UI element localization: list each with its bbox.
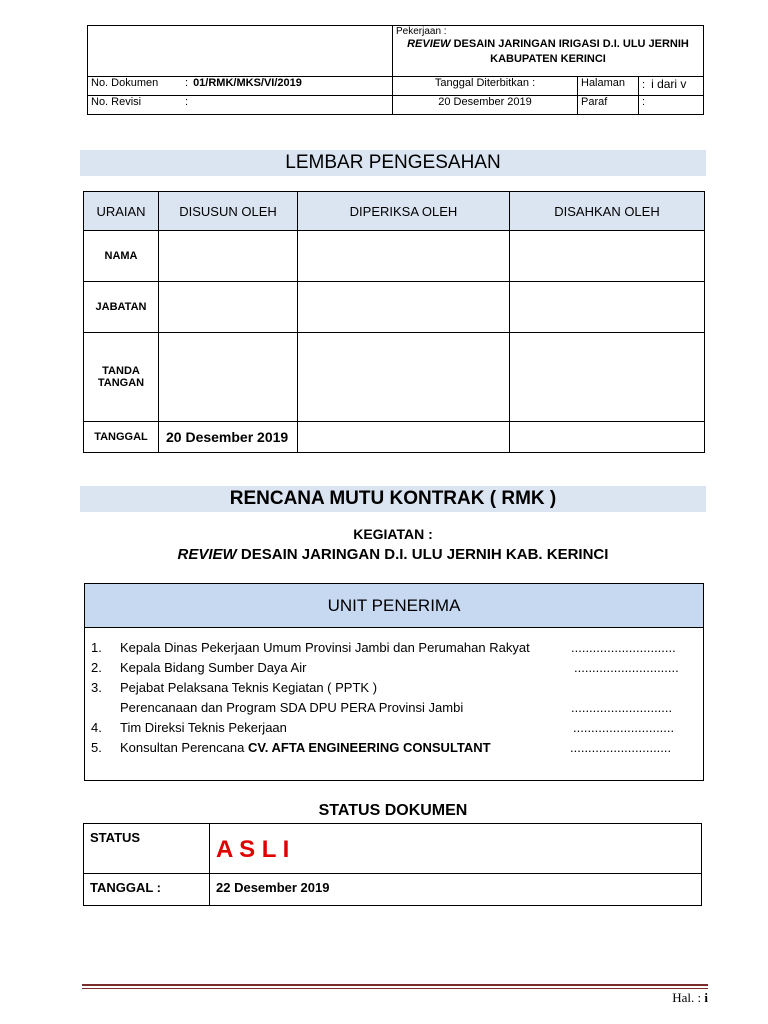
unit-penerima-box [84, 583, 704, 781]
status-value: A S L I [210, 824, 702, 874]
list-item: 2. Kepala Bidang Sumber Daya Air ............................. [91, 660, 679, 675]
tanggal-disusun: 20 Desember 2019 [159, 422, 298, 453]
logo-cell [88, 26, 393, 77]
status-tanggal-value: 22 Desember 2019 [210, 874, 702, 906]
footer-line-thin [82, 988, 708, 989]
col-uraian: URAIAN [84, 192, 159, 231]
hal-value: i [704, 990, 708, 1005]
pekerjaan-label: Pekerjaan : [396, 26, 447, 37]
list-item: 3. Pejabat Pelaksana Teknis Kegiatan ( PPTK ) [91, 680, 378, 695]
row-nama: NAMA [84, 231, 159, 282]
kegiatan-title [80, 546, 706, 563]
status-label: STATUS [84, 824, 210, 874]
paraf-cell: : [639, 96, 704, 115]
unit-penerima-title: UNIT PENERIMA [85, 584, 703, 628]
rmk-title: RENCANA MUTU KONTRAK ( RMK ) [80, 486, 706, 512]
pengesahan-title: LEMBAR PENGESAHAN [80, 150, 706, 176]
halaman-cell: : i dari v [639, 77, 704, 96]
col-diperiksa: DIPERIKSA OLEH [298, 192, 510, 231]
no-dokumen-label: No. Dokumen [88, 77, 183, 96]
no-revisi-label: No. Revisi [88, 96, 183, 115]
col-disahkan: DISAHKAN OLEH [510, 192, 705, 231]
kegiatan-italic: REVIEW [177, 546, 237, 563]
col-disusun: DISUSUN OLEH [159, 192, 298, 231]
tanggal-label: Tanggal Diterbitkan : [393, 77, 578, 96]
row-tanda-tangan: TANDA TANGAN [84, 333, 159, 422]
list-item: 1. Kepala Dinas Pekerjaan Umum Provinsi Jambi dan Perumahan Rakyat ............................. [91, 640, 676, 655]
unit-penerima-list [85, 628, 703, 760]
title-italic: REVIEW [407, 38, 451, 50]
kegiatan-label: KEGIATAN : [353, 526, 433, 542]
list-item: Perencanaan dan Program SDA DPU PERA Provinsi Jambi ............................ [120, 700, 673, 715]
title-rest: DESAIN JARINGAN IRIGASI D.I. ULU JERNIH [453, 38, 689, 50]
row-tanggal: TANGGAL [84, 422, 159, 453]
list-item: 4. Tim Direksi Teknis Pekerjaan ............................ [91, 720, 675, 735]
halaman-value: i dari v [651, 77, 687, 91]
no-dokumen-value: 01/RMK/MKS/VI/2019 [193, 77, 302, 89]
hal-label: Hal. : [672, 990, 702, 1005]
pengesahan-table [83, 191, 705, 453]
row-jabatan: JABATAN [84, 282, 159, 333]
footer-line [82, 984, 708, 986]
status-tanggal-label: TANGGAL : [84, 874, 210, 906]
no-revisi-cell: : [182, 96, 393, 115]
title-line2: KABUPATEN KERINCI [490, 53, 606, 65]
pekerjaan-cell [393, 26, 704, 77]
status-dokumen-title: STATUS DOKUMEN [318, 802, 468, 819]
tanggal-value: 20 Desember 2019 [393, 96, 578, 115]
no-dokumen-cell: : 01/RMK/MKS/VI/2019 [182, 77, 393, 96]
list-item: 5. Konsultan Perencana CV. AFTA ENGINEERING CONSULTANT ............................ [91, 740, 672, 755]
page-number [672, 990, 708, 1006]
halaman-label: Halaman [578, 77, 639, 96]
status-table [83, 823, 702, 906]
paraf-label: Paraf [578, 96, 639, 115]
document-header-table [87, 25, 704, 115]
kegiatan-rest: DESAIN JARINGAN D.I. ULU JERNIH KAB. KERINCI [240, 546, 609, 563]
